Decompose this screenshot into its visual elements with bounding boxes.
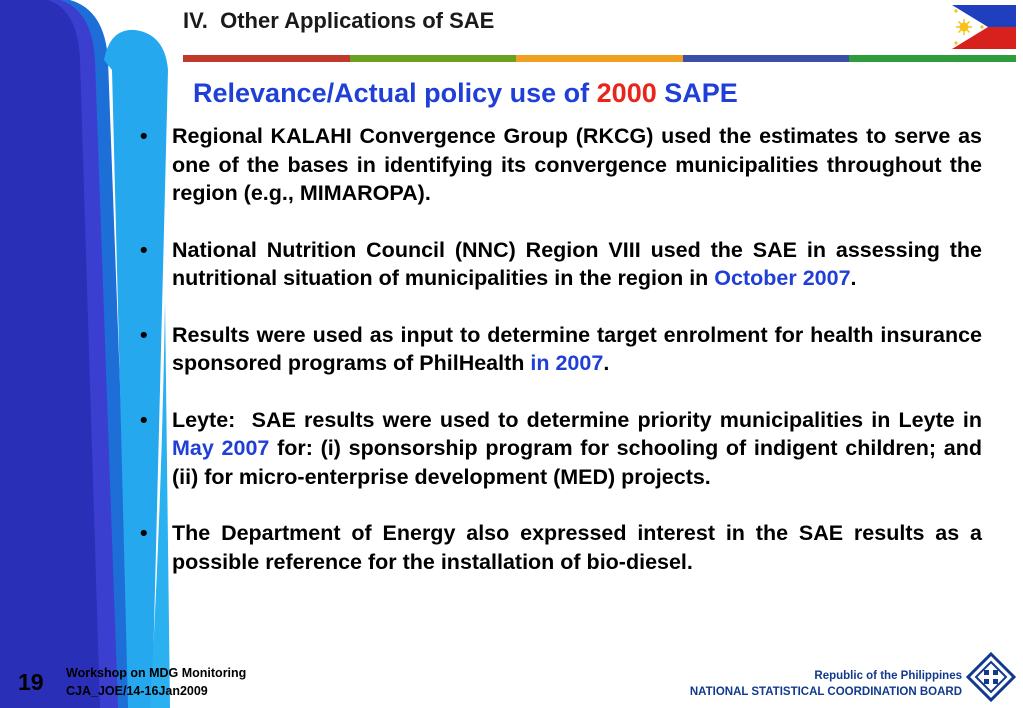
stripe-segment [849,55,1016,62]
page-number: 19 [18,669,44,695]
bullet-text-end: . [850,266,857,290]
footer-workshop-info [66,664,246,700]
heading-year: 2000 [596,78,657,108]
footer-organization [690,668,962,700]
bullet-date-highlight: October 2007 [714,266,851,290]
bullet-date-highlight: May 2007 [172,436,270,460]
philippine-flag-icon [952,5,1016,49]
bullet-item [132,406,988,492]
bullet-item [132,236,982,293]
stripe-segment [183,55,350,62]
stripe-segment [516,55,683,62]
heading-prefix: Relevance/Actual policy use of [193,78,597,108]
heading-suffix: SAPE [656,78,738,108]
stripe-segment [350,55,517,62]
org-line-1: Republic of the Philippines [814,670,962,682]
workshop-code: CJA_JOE/14-16Jan2009 [66,684,208,698]
bullet-text: Regional KALAHI Convergence Group (RKCG) used the estimates to serve as one of the bases in identifying its convergence municipalities throughout the region (e.g., MIMAROPA). [172,124,982,205]
org-line-2: NATIONAL STATISTICAL COORDINATION BOARD [689,686,962,698]
bullet-marker: • [140,521,148,545]
bullet-item [132,321,982,378]
bullet-text-end: for: (i) sponsorship program for schooling of indigent children; and (ii) for micro-enterprise development (MED) projects. [172,436,982,489]
bullet-marker: • [140,322,148,347]
bullet-text-end: . [603,351,610,375]
bullet-text: Results were used as input to determine target enrolment for health insurance sponsored programs of PhilHealth [172,322,982,375]
slide-heading [193,78,738,109]
bullet-item [132,122,982,208]
section-title: IV. Other Applications of SAE [183,8,495,33]
bullet-marker: • [140,124,148,148]
bullet-list [132,122,988,604]
bullet-text: The Department of Energy also expressed interest in the SAE results as a possible reference for the installation of bio-diesel. [172,521,982,574]
bullet-item [132,519,982,576]
bullet-marker: • [140,237,148,262]
bullet-text: Leyte: SAE results were used to determine priority municipalities in Leyte in [172,407,988,432]
nscb-logo-icon [966,652,1016,702]
workshop-name: Workshop on MDG Monitoring [66,666,247,680]
bullet-marker: • [140,407,148,432]
stripe-segment [683,55,850,62]
bullet-text: National Nutrition Council (NNC) Region VIII used the SAE in assessing the nutritional situation of municipalities in the region in [172,237,982,290]
bullet-date-highlight: in 2007 [530,351,604,375]
header-color-stripe [183,55,1016,62]
